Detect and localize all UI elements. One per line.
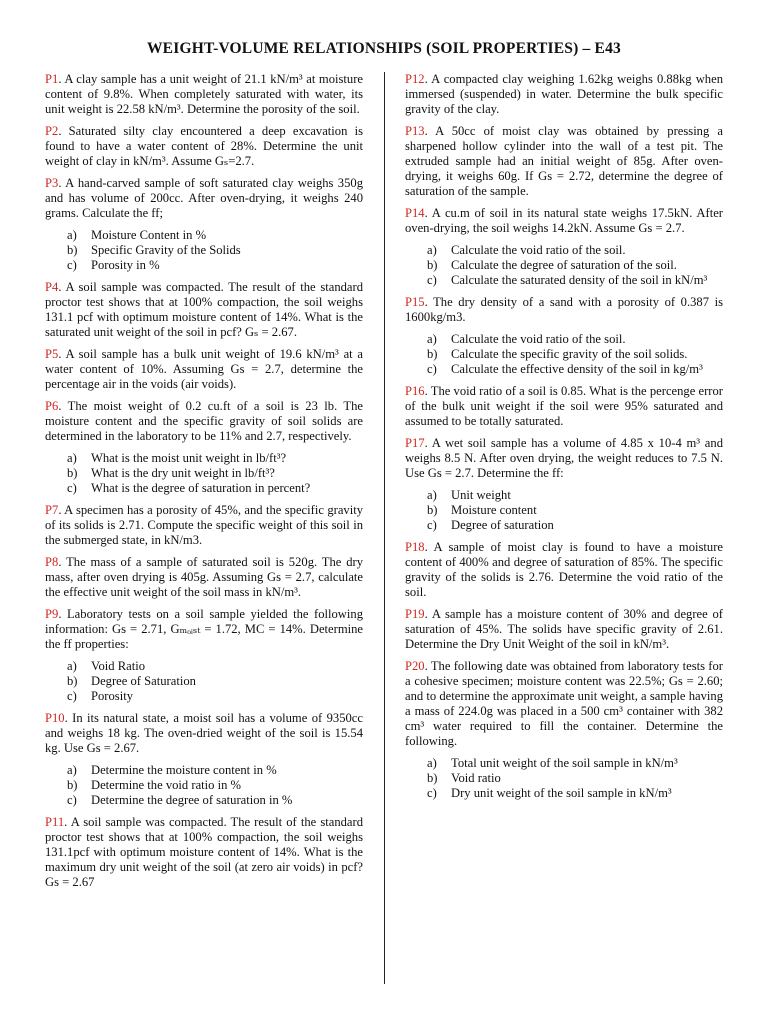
problem-p14 — [405, 206, 723, 236]
left-column — [45, 72, 363, 897]
sub-question-label: a) — [67, 451, 77, 465]
sub-question-label: b) — [67, 674, 78, 688]
problem-text: . Laboratory tests on a soil sample yielded the following information: Gs = 2.71, Gₘₒᵢₛₜ = 1.72, MC = 14%. Determine the ff properties: — [45, 607, 363, 651]
sub-question-text: What is the dry unit weight in lb/ft³? — [91, 466, 275, 480]
sub-question — [427, 258, 723, 273]
problem-number: P6 — [45, 399, 59, 413]
sub-question — [67, 451, 363, 466]
sub-question-label: a) — [67, 763, 77, 777]
problem-number: P17 — [405, 436, 425, 450]
sub-question — [427, 518, 723, 533]
sub-question-text: Dry unit weight of the soil sample in kN/m³ — [451, 786, 672, 800]
problem-number: P5 — [45, 347, 59, 361]
problem-p20 — [405, 659, 723, 749]
problem-p13 — [405, 124, 723, 199]
sub-question-list — [405, 488, 723, 533]
sub-question-text: Degree of Saturation — [91, 674, 196, 688]
sub-question-label: b) — [427, 347, 438, 361]
problem-p5 — [45, 347, 363, 392]
sub-question-text: Total unit weight of the soil sample in kN/m³ — [451, 756, 678, 770]
sub-question — [67, 481, 363, 496]
sub-question-label: b) — [67, 243, 78, 257]
sub-question-text: Porosity — [91, 689, 133, 703]
problem-text: . In its natural state, a moist soil has a volume of 9350cc and weighs 18 kg. The oven-dried weight of the soil is 15.54 kg. Use Gs = 2.67. — [45, 711, 363, 755]
sub-question — [67, 674, 363, 689]
problem-text: . The moist weight of 0.2 cu.ft of a soil is 23 lb. The moisture content and the specific gravity of soil solids are determined in the laboratory to be 11% and 2.7, respectively. — [45, 399, 363, 443]
sub-question-label: c) — [427, 518, 437, 532]
sub-question-label: c) — [67, 258, 77, 272]
problem-number: P2 — [45, 124, 59, 138]
sub-question-label: c) — [67, 689, 77, 703]
sub-question-text: Calculate the saturated density of the soil in kN/m³ — [451, 273, 708, 287]
problem-text: . A 50cc of moist clay was obtained by pressing a sharpened hollow cylinder into the wall of a test pit. The extruded sample had an initial weight of 85g. After oven-drying, it weighs 60g. If Gs = 2.72, determine the degree of saturation of the sample. — [405, 124, 723, 198]
sub-question-label: c) — [67, 481, 77, 495]
problem-number: P10 — [45, 711, 65, 725]
sub-question-text: Calculate the void ratio of the soil. — [451, 332, 626, 346]
problem-number: P18 — [405, 540, 425, 554]
problem-number: P15 — [405, 295, 425, 309]
sub-question-label: b) — [67, 778, 78, 792]
problem-text: . The void ratio of a soil is 0.85. What is the percenge error of the bulk unit weight if the soil were 95% saturated and assumed to be totally saturated. — [405, 384, 723, 428]
sub-question — [427, 273, 723, 288]
sub-question — [427, 488, 723, 503]
sub-question-label: a) — [67, 659, 77, 673]
sub-question-text: Calculate the specific gravity of the soil solids. — [451, 347, 688, 361]
problem-p7 — [45, 503, 363, 548]
page-title: WEIGHT-VOLUME RELATIONSHIPS (SOIL PROPERTIES) – E43 — [146, 40, 621, 57]
sub-question-list — [45, 659, 363, 704]
sub-question-text: Porosity in % — [91, 258, 160, 272]
sub-question-list — [405, 332, 723, 377]
sub-question-label: c) — [67, 793, 77, 807]
sub-question-label: a) — [427, 332, 437, 346]
problem-number: P13 — [405, 124, 425, 138]
sub-question-label: c) — [427, 273, 437, 287]
problem-p15 — [405, 295, 723, 325]
problem-p11 — [45, 815, 363, 890]
sub-question — [67, 258, 363, 273]
problem-text: . A sample has a moisture content of 30% and degree of saturation of 45%. The solids have specific gravity of 2.61. Determine the Dry Unit Weight of the soil in kN/m³. — [405, 607, 723, 651]
sub-question-text: Determine the void ratio in % — [91, 778, 242, 792]
sub-question-label: a) — [427, 756, 437, 770]
problem-p2 — [45, 124, 363, 169]
problem-text: . A clay sample has a unit weight of 21.1 kN/m³ at moisture content of 9.8%. When completely saturated with water, its unit weight is 22.58 kN/m³. Determine the porosity of the soil. — [45, 72, 363, 116]
problem-p3 — [45, 176, 363, 221]
right-column — [405, 72, 723, 808]
problem-number: P11 — [45, 815, 65, 829]
sub-question-list — [45, 763, 363, 808]
sub-question-text: Void Ratio — [91, 659, 145, 673]
problem-p16 — [405, 384, 723, 429]
problem-text: . A hand-carved sample of soft saturated clay weighs 350g and has volume of 200cc. After oven-drying, it weighs 240 grams. Calculate the ff; — [45, 176, 363, 220]
problem-text: . A wet soil sample has a volume of 4.85 x 10-4 m³ and weighs 8.5 N. After oven drying, the weight reduces to 7.5 N. Use Gs = 2.7. Determine the ff: — [405, 436, 723, 480]
sub-question-label: c) — [427, 362, 437, 376]
problem-number: P1 — [45, 72, 59, 86]
sub-question — [427, 771, 723, 786]
sub-question-text: Calculate the effective density of the soil in kg/m³ — [451, 362, 703, 376]
problem-p9 — [45, 607, 363, 652]
problem-number: P9 — [45, 607, 59, 621]
sub-question-text: Degree of saturation — [451, 518, 554, 532]
problem-number: P3 — [45, 176, 59, 190]
sub-question-text: Moisture Content in % — [91, 228, 207, 242]
sub-question — [67, 763, 363, 778]
problem-p19 — [405, 607, 723, 652]
problem-p4 — [45, 280, 363, 340]
sub-question — [67, 466, 363, 481]
sub-question-text: Calculate the void ratio of the soil. — [451, 243, 626, 257]
problem-number: P16 — [405, 384, 425, 398]
problem-text: . The mass of a sample of saturated soil is 520g. The dry mass, after oven drying is 405g. Assuming Gs = 2.7, calculate the effective unit weight of the soil mass in kN/m³. — [45, 555, 363, 599]
problem-p12 — [405, 72, 723, 117]
sub-question-text: Determine the degree of saturation in % — [91, 793, 293, 807]
sub-question — [67, 778, 363, 793]
problem-text: . A specimen has a porosity of 45%, and the specific gravity of its solids is 2.71. Compute the specific weight of this soil in the submerged state, in kN/m3. — [45, 503, 363, 547]
sub-question — [67, 228, 363, 243]
sub-question-label: c) — [427, 786, 437, 800]
sub-question-text: Unit weight — [451, 488, 511, 502]
problem-number: P4 — [45, 280, 59, 294]
problem-text: . A soil sample has a bulk unit weight of 19.6 kN/m³ at a water content of 10%. Assuming Gs = 2.7, determine the percentage air in the voids (air voids). — [45, 347, 363, 391]
sub-question-text: Determine the moisture content in % — [91, 763, 277, 777]
problem-text: . A soil sample was compacted. The result of the standard proctor test shows that at 100% compaction, the soil weighs 131.1pcf with optimum moisture content of 14%. What is the maximum dry unit weight of the soil (at zero air voids) in pcf? Gs = 2.67 — [45, 815, 363, 889]
sub-question-label: a) — [427, 243, 437, 257]
sub-question — [67, 793, 363, 808]
problem-number: P8 — [45, 555, 59, 569]
problem-number: P19 — [405, 607, 425, 621]
sub-question — [427, 756, 723, 771]
problem-p10 — [45, 711, 363, 756]
sub-question-text: Moisture content — [451, 503, 537, 517]
problem-p6 — [45, 399, 363, 444]
sub-question — [67, 243, 363, 258]
problem-number: P7 — [45, 503, 59, 517]
problem-text: . A cu.m of soil in its natural state weighs 17.5kN. After oven-drying, the soil weighs 14.2kN. Assume Gs = 2.7. — [405, 206, 723, 235]
sub-question-label: b) — [427, 258, 438, 272]
sub-question — [427, 243, 723, 258]
sub-question-text: What is the degree of saturation in percent? — [91, 481, 311, 495]
problem-text: . A compacted clay weighing 1.62kg weighs 0.88kg when immersed (suspended) in water. Determine the bulk specific gravity of the clay. — [405, 72, 723, 116]
sub-question-text: Calculate the degree of saturation of the soil. — [451, 258, 677, 272]
sub-question-list — [405, 756, 723, 801]
sub-question — [427, 503, 723, 518]
problem-number: P20 — [405, 659, 425, 673]
sub-question-label: a) — [427, 488, 437, 502]
column-divider — [384, 72, 385, 984]
problem-p18 — [405, 540, 723, 600]
problem-text: . Saturated silty clay encountered a deep excavation is found to have a water content of 28%. Determine the unit weight of clay in kN/m³. Assume Gₛ=2.7. — [45, 124, 363, 168]
sub-question — [67, 659, 363, 674]
problem-number: P14 — [405, 206, 425, 220]
problem-p17 — [405, 436, 723, 481]
sub-question-label: b) — [427, 503, 438, 517]
sub-question — [427, 332, 723, 347]
problem-number: P12 — [405, 72, 425, 86]
sub-question-label: a) — [67, 228, 77, 242]
sub-question-list — [45, 451, 363, 496]
sub-question-text: Specific Gravity of the Solids — [91, 243, 241, 257]
problem-text: . The following date was obtained from laboratory tests for a cohesive specimen; moisture content was 22.5%; Gs = 2.60; and to determine the approximate unit weight, a sample having a mass of 224.0g was placed in a 500 cm³ container with 382 cm³ water required to fill the container. Determine the following. — [405, 659, 723, 748]
problem-p1 — [45, 72, 363, 117]
sub-question-list — [45, 228, 363, 273]
sub-question — [427, 347, 723, 362]
sub-question-list — [405, 243, 723, 288]
problem-text: . The dry density of a sand with a porosity of 0.387 is 1600kg/m3. — [405, 295, 723, 324]
sub-question-label: b) — [67, 466, 78, 480]
sub-question — [427, 362, 723, 377]
sub-question-text: What is the moist unit weight in lb/ft³? — [91, 451, 287, 465]
problem-p8 — [45, 555, 363, 600]
sub-question-label: b) — [427, 771, 438, 785]
problem-text: . A sample of moist clay is found to have a moisture content of 400% and degree of saturation of 85%. The specific gravity of the solids is 2.76. Determine the void ratio of the soil. — [405, 540, 723, 599]
problem-text: . A soil sample was compacted. The result of the standard proctor test shows that at 100% compaction, the soil weighs 131.1 pcf with optimum moisture content of 14%. What is the saturated unit weight of the soil in pcf? Gₛ = 2.67. — [45, 280, 363, 339]
sub-question — [427, 786, 723, 801]
sub-question — [67, 689, 363, 704]
sub-question-text: Void ratio — [451, 771, 501, 785]
